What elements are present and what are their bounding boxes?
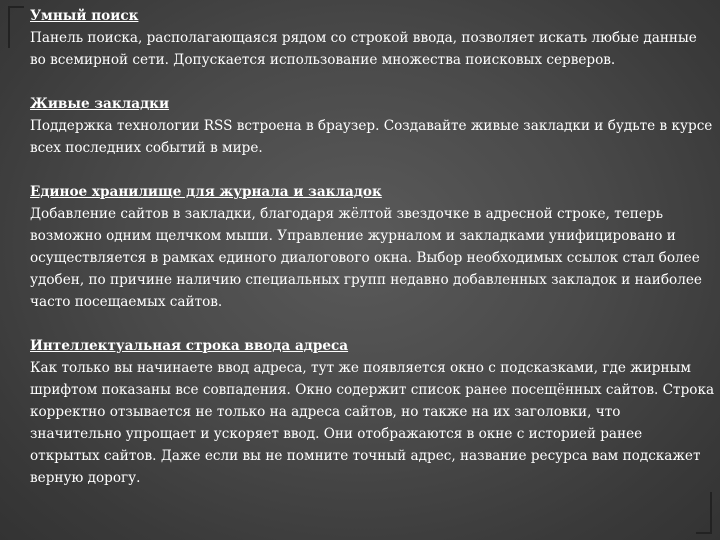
corner-bracket-top-left <box>8 6 24 48</box>
section-heading: Интеллектуальная строка ввода адреса <box>30 338 349 354</box>
section-text: Как только вы начинаете ввод адреса, тут же появляется окно с подсказками, где жирным шрифтом показаны все совпадения. Окно содержит список ранее посещённых сайтов. Строка корректно отзывается не только на адреса сайтов, но также на их заголовки, что значительно упрощает и ускоряет ввод. Они отображаются в окне с историей ранее открытых сайтов. Даже если вы не помните точный адрес, название ресурса вам подскажет верную дорогу. <box>30 360 715 486</box>
section-unified-storage <box>30 181 716 313</box>
section-text: Добавление сайтов в закладки, благодаря жёлтой звездочке в адресной строке, теперь возможно одним щелчком мыши. Управление журналом и закладками унифицировано и осуществляется в рамках единого диалогового окна. Выбор необходимых ссылок стал более удобен, по причине наличию специальных групп недавно добавленных закладок и наиболее часто посещаемых сайтов. <box>30 206 702 310</box>
section-text: Поддержка технологии RSS встроена в браузер. Создавайте живые закладки и будьте в курсе всех последних событий в мире. <box>30 118 713 156</box>
section-heading: Единое хранилище для журнала и закладок <box>30 184 382 200</box>
section-smart-search <box>30 5 716 71</box>
section-text: Панель поиска, располагающаяся рядом со строкой ввода, позволяет искать любые данные во всемирной сети. Допускается использование множества поисковых серверов. <box>30 30 697 68</box>
section-live-bookmarks <box>30 93 716 159</box>
section-smart-address-bar <box>30 335 716 489</box>
section-heading: Живые закладки <box>30 96 170 112</box>
slide-content <box>30 5 716 511</box>
section-heading: Умный поиск <box>30 8 139 24</box>
